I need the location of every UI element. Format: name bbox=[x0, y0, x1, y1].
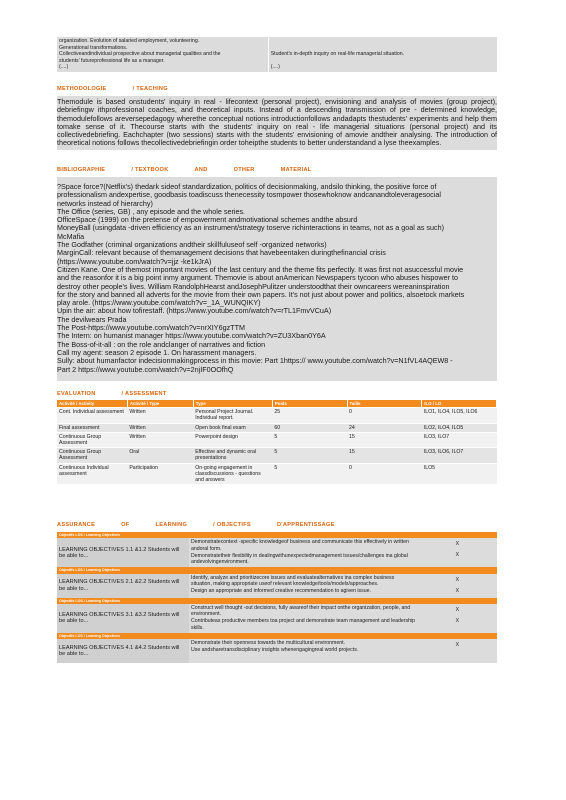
table-cell: 24 bbox=[347, 423, 422, 432]
objective-row bbox=[57, 604, 497, 633]
check-mark: X bbox=[455, 642, 460, 649]
table-cell: Written bbox=[127, 408, 193, 423]
bibliography-line: Call my agent: season 2 episode 1. On harassment managers. bbox=[57, 348, 257, 357]
check-mark: X bbox=[455, 552, 460, 559]
bibliography-line: Sully: about humanfactor indecisionmakingprocess in this movie: Part 1https:// www.youtube.com/watch?v=N1fVL4AQEW8 - bbox=[57, 357, 453, 366]
column-header: Taille bbox=[347, 400, 422, 408]
objective-item: Use andsharetransdisciplinary insights whenengagingreal world projects. bbox=[191, 647, 359, 654]
table-row bbox=[57, 463, 497, 484]
table-cell: 15 bbox=[347, 432, 422, 447]
methodology-heading: METHODOLOGIE / TEACHING bbox=[57, 86, 168, 92]
objective-marks bbox=[418, 604, 497, 633]
bibliography-line: and the reasonfor it is a big point inmy argument. Themovie is about anAmerican Newspapers tycoon who abuses hispower to bbox=[57, 274, 458, 283]
methodology-text: Themodule is based onstudents' inquiry in real - lifecontext (personal project), envisioning and analysis of movies (group project), debriefingw ithprofessional coaches, and theoretical inputs. Instead of a descending transmission of pre - determined knowledge, themodulefollows areversepedagogy wherethe conceptual notions introductionfollows andadapts thestudents' experiments and help them tomake sense of it. Thecourse starts with the students' inquiry on real - life managerial situations (personal project) and its collectivedebriefing. Eachchapter (two sessions) starts with the students' envisioning of amovie andtheir analysing. The introduction of theoretical notions follows thecollectivedebriefingin order toheipthe students to better understandand a lyse theexamples. bbox=[57, 96, 497, 150]
table-cell: Personal Project Journal. Individual report. bbox=[193, 408, 272, 423]
evaluation-header-row bbox=[57, 400, 497, 408]
table-cell: Continuous Group Assessment bbox=[57, 432, 127, 447]
table-cell: 5 bbox=[272, 463, 347, 484]
text-line: students' futureprofessional life as a manager. bbox=[59, 57, 165, 64]
top-table-right-cell bbox=[268, 37, 497, 72]
objective-row bbox=[57, 639, 497, 663]
bibliography-line: The Boss-of-it-all : on the role andclanger of narratives and fiction bbox=[57, 340, 266, 349]
column-header: Activité / Activity bbox=[57, 400, 127, 408]
bibliography-line: for the story and banned all adverts for the movie from their own papers. It's not just about power and politics, alsoetock markets bbox=[57, 290, 465, 299]
objective-items bbox=[189, 604, 418, 633]
objective-item: Demonstratecontext -specific knowledgeof business and communicate this effectively in written andoral form. bbox=[191, 539, 409, 552]
table-cell: Continuous Individual assessment bbox=[57, 463, 127, 484]
evaluation-heading: EVALUATION / ASSESSMENT bbox=[57, 391, 167, 397]
check-mark: X bbox=[455, 541, 460, 548]
table-cell: ILO5 bbox=[422, 463, 497, 484]
objective-item: Contributeas productive members toa project and demonstrate team management and leadership skills. bbox=[191, 618, 416, 631]
objective-item: Design an appropriate and informed creative recommendation to agiven issue. bbox=[191, 588, 371, 595]
bibliography-heading: BIBLIOGRAPHIE / TEXTBOOK AND OTHER MATERIAL bbox=[57, 167, 312, 173]
bibliography-line: MoneyBall (usingdata -driven efficiency as an instrument/strategy toserve richinteractions in teams, not as a goal as such) bbox=[57, 224, 444, 233]
bibliography-line: Part 2 https://www.youtube.com/watch?v=2njIF0OOfhQ bbox=[57, 365, 234, 374]
objective-marks bbox=[418, 538, 497, 567]
table-cell: Oral bbox=[127, 448, 193, 463]
top-table bbox=[57, 37, 497, 72]
bibliography-line: The Post-https://www.youtube.com/watch?v=nrXIY6gzTTM bbox=[57, 324, 245, 333]
check-mark: X bbox=[455, 587, 460, 594]
table-cell: On-going engagement in classdiscussions - questions and answers bbox=[193, 463, 272, 484]
table-cell: ILO2, ILO4, ILO5 bbox=[422, 423, 497, 432]
column-header: ILO / LO bbox=[422, 400, 497, 408]
objective-header-cell: Objectifs LOS / Learning Objectives bbox=[57, 633, 189, 639]
objective-item: Demonstrate their openness towards the multicultural environment. bbox=[191, 640, 345, 647]
bibliography-line: The Office (series, GB) , any episode and the whole series. bbox=[57, 207, 246, 216]
bibliography-line: The devilwears Prada bbox=[57, 315, 127, 324]
assurance-heading: ASSURANCE OF LEARNING / OBJECTIFS D'APPRENTISSAGE bbox=[57, 522, 335, 528]
table-row bbox=[57, 448, 497, 463]
bibliography-line: play arole. (https://www.youtube.com/watch?v=_1A_WUNQIKY) bbox=[57, 299, 261, 308]
table-cell: ILO1, ILO4, ILO5, ILO6 bbox=[422, 408, 497, 423]
table-cell: ILO3, ILO6, ILO7 bbox=[422, 448, 497, 463]
assurance-table bbox=[57, 532, 497, 663]
bibliography-line: OfficeSpace (1999) on the pretense of empowerment andmotivational schemes andthe absurd bbox=[57, 216, 358, 225]
column-header: Poids bbox=[272, 400, 347, 408]
bibliography-line: The Intern: on humanist manager https://www.youtube.com/watch?v=ZU3Xban0Y6A bbox=[57, 332, 326, 341]
table-cell: Cont. Individual assessment bbox=[57, 408, 127, 423]
bibliography-line: networks instead of hierarchy) bbox=[57, 199, 153, 208]
table-cell: Written bbox=[127, 423, 193, 432]
objective-item: Demonstratetheir flexibility in dealingwithunexpectedmanagement issues/challenges ina global andevolvingenvironment. bbox=[191, 552, 408, 566]
table-cell: Final assessment bbox=[57, 423, 127, 432]
text-line: Student's in-depth inquiry on real-life managerial situation. bbox=[270, 51, 405, 57]
objective-marks bbox=[418, 574, 497, 598]
table-cell: Open book final exam bbox=[193, 423, 272, 432]
column-header: Type bbox=[193, 400, 272, 408]
check-mark: X bbox=[455, 576, 460, 583]
objective-items bbox=[189, 538, 418, 567]
table-cell: 5 bbox=[272, 448, 347, 463]
bibliography-list bbox=[57, 177, 497, 381]
table-cell: Continuous Group Assessment bbox=[57, 448, 127, 463]
bibliography-line: Citizen Kane. One of themost important movies of the last century and the theme fits perfectly. It was first not asuccessful movie bbox=[57, 265, 464, 274]
objective-header-cell: Objectifs LOS / Learning Objectives bbox=[57, 532, 189, 538]
evaluation-table bbox=[57, 400, 497, 484]
objective-item: Identify, analyze and prioritizecore issues and evaluatealternatives ina complex business situation, making appropriate useof relevant knowledge/tools/models/approaches. bbox=[191, 574, 395, 587]
bibliography-line: McMafia bbox=[57, 232, 85, 241]
text-line: organization. Evolution of salaried employment, volunteering. bbox=[59, 38, 200, 44]
bibliography-line: MarginCall: relevant because of themanagement decisions that havebeentaken duringthefinancial crisis bbox=[57, 249, 386, 258]
bibliography-line: ?Space force?(Netflix's) thedark sideof standardization, politics of decisionmaking, andsilo thinking, the positive force of bbox=[57, 183, 437, 191]
text-line: (....) bbox=[270, 63, 280, 70]
check-mark: X bbox=[455, 618, 460, 625]
table-cell: 15 bbox=[347, 448, 422, 463]
table-cell: 25 bbox=[272, 408, 347, 423]
table-cell: Written bbox=[127, 432, 193, 447]
objective-header-cell: Objectifs LOS / Learning Objectives bbox=[57, 567, 189, 573]
bibliography-line: Upin the air: about how tofirestaff. (https://www.youtube.com/watch?v=rTL1FmvVCuA) bbox=[57, 307, 332, 316]
text-line: Collectiveandindividual prospective about managerial qualities and the bbox=[59, 51, 221, 58]
column-header: Activité / Type bbox=[127, 400, 193, 408]
table-cell: 5 bbox=[272, 432, 347, 447]
bibliography-line: destroy other people's lives. William RandolphHearst andJosephPulitzer understoodthat their owncareers wereaninspiration bbox=[57, 282, 450, 291]
objective-label: LEARNING OBJECTIVES 3.1 &3.2 Students will be able to... bbox=[57, 604, 189, 633]
objective-row bbox=[57, 538, 497, 567]
bibliography-line: (https://www.youtube.com/watch?v=jjz -ke1kJrA) bbox=[57, 257, 212, 266]
bibliography-line: professionalism andexpertise, goodbasis toadiscuss thenecessity tosmpower thosewhoknow andcanandtoleveragesocial bbox=[57, 191, 441, 200]
objective-marks bbox=[418, 639, 497, 663]
table-cell: ILO3, ILO7 bbox=[422, 432, 497, 447]
table-cell: Effective and dynamic oral presentations bbox=[193, 448, 272, 463]
objective-label: LEARNING OBJECTIVES 2.1 &2.2 Students will be able to... bbox=[57, 574, 189, 598]
table-cell: Powerpoint design bbox=[193, 432, 272, 447]
table-cell: 0 bbox=[347, 463, 422, 484]
table-row bbox=[57, 432, 497, 447]
table-cell: Participation bbox=[127, 463, 193, 484]
bibliography-line: The Godfather (criminal organizations andtheir skillfuluseof self -organized networks) bbox=[57, 241, 327, 250]
check-mark: X bbox=[455, 607, 460, 614]
objective-items bbox=[189, 639, 418, 663]
table-cell: 0 bbox=[347, 408, 422, 423]
top-table-left-cell bbox=[57, 37, 268, 72]
objective-label: LEARNING OBJECTIVES 1.1 &1.2 Students will be able to... bbox=[57, 538, 189, 567]
objective-header-cell: Objectifs LOS / Learning Objectives bbox=[57, 598, 189, 604]
text-line: (....) bbox=[59, 64, 69, 71]
table-row bbox=[57, 408, 497, 423]
table-cell: 60 bbox=[272, 423, 347, 432]
objective-row bbox=[57, 574, 497, 598]
text-line: Generational transformations. bbox=[59, 44, 128, 51]
objective-item: Construct well thought -out decisions, fully awareof their impact onthe organization, people, and environment. bbox=[191, 605, 411, 618]
table-row bbox=[57, 423, 497, 432]
objective-label: LEARNING OBJECTIVES 4.1 &4.2 Students will be able to... bbox=[57, 639, 189, 663]
objective-items bbox=[189, 574, 418, 598]
check-mark bbox=[420, 651, 495, 662]
